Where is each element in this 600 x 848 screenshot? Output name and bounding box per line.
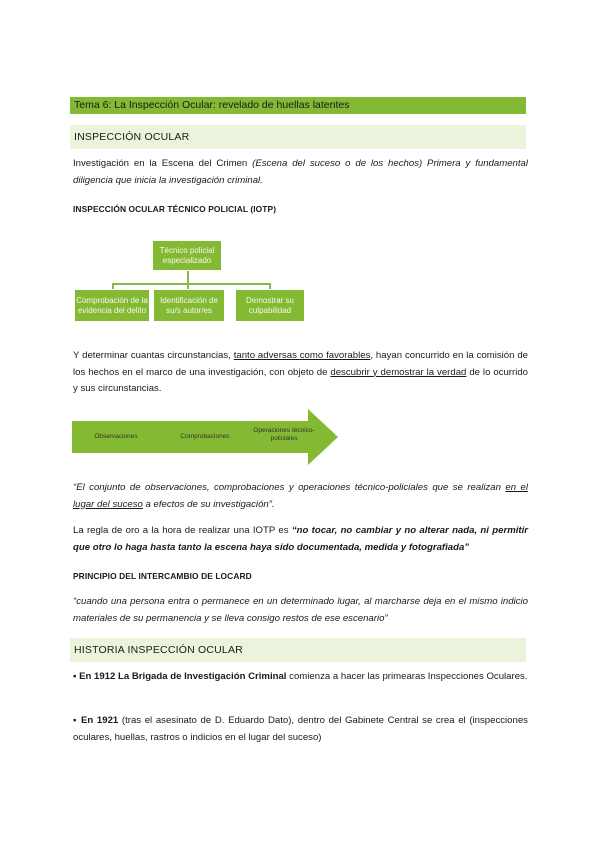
process-arrow bbox=[72, 409, 338, 465]
golden-rule-paragraph bbox=[73, 523, 528, 556]
history-item-1912-text: comienza a hacer las primearas Inspecciones Oculares. bbox=[286, 671, 528, 682]
para2-text-1: Y determinar cuantas circunstancias, bbox=[73, 350, 234, 361]
process-step-observaciones: Observaciones bbox=[94, 433, 138, 440]
org-node-demostrar: Demostrar su culpabilidad bbox=[235, 289, 305, 322]
intro-italic-text: (Escena del suceso o de los hechos) Primera y fundamental diligencia que inicia la investigación criminal. bbox=[73, 158, 528, 186]
history-item-1912 bbox=[73, 669, 528, 686]
section-heading-historia: HISTORIA INSPECCIÓN OCULAR bbox=[70, 638, 526, 662]
para2-text-2: , hayan concurrido en la comisión de los hechos en el marco de una investigación, con objeto de bbox=[73, 350, 528, 378]
section-heading-inspeccion-ocular: INSPECCIÓN OCULAR bbox=[70, 125, 526, 149]
definition-quote bbox=[73, 480, 528, 513]
history-item-1921-bold: En 1921 bbox=[81, 715, 119, 726]
org-node-comprobacion: Comprobación de la evidencia del delito bbox=[74, 289, 150, 322]
quote1-text-2: a efectos de su investigación”. bbox=[142, 498, 275, 510]
history-item-1921-text: (tras el asesinato de D. Eduardo Dato), dentro del Gabinete Central se crea el (inspecciones oculares, huellas, rastros o indicios en el lugar del suceso) bbox=[73, 715, 528, 743]
history-item-1912-bold: En 1912 La Brigada de Investigación Criminal bbox=[79, 671, 287, 682]
org-node-tecnico: Técnico policial especializado bbox=[152, 240, 222, 271]
quote1-text-1: “El conjunto de observaciones, comprobaciones y operaciones técnico-policiales que se realizan bbox=[73, 482, 506, 493]
para2-text-3: de lo ocurrido y sus circunstancias. bbox=[73, 366, 529, 394]
process-step-operaciones: Operaciones técnico-policiales bbox=[253, 427, 315, 442]
bullet-icon: ▪ bbox=[73, 715, 78, 726]
org-node-identificacion: Identificación de su/s autor/es bbox=[153, 289, 225, 322]
document-title: Tema 6: La Inspección Ocular: revelado de huellas latentes bbox=[70, 97, 526, 114]
bullet-icon: ▪ bbox=[73, 671, 77, 682]
org-connector-horizontal bbox=[112, 283, 271, 285]
golden-rule-text: La regla de oro a la hora de realizar una IOTP es bbox=[73, 525, 292, 536]
iotp-subheading: INSPECCIÓN OCULAR TÉCNICO POLICIAL (IOTP) bbox=[73, 204, 277, 214]
para2-underline-1: tanto adversas como favorables bbox=[233, 350, 371, 361]
process-step-comprobaciones: Comprobaciones bbox=[180, 433, 230, 440]
golden-rule-quote: “no tocar, no cambiar y no alterar nada, ni permitir que otro lo haga hasta tanto la escena haya sido documentada, medida y fotografiada” bbox=[73, 525, 528, 553]
intro-plain-text: Investigación en la Escena del Crimen bbox=[73, 158, 253, 169]
determinar-paragraph bbox=[73, 348, 528, 398]
locard-quote: “cuando una persona entra o permanece en un determinado lugar, al marcharse deja en el mismo indicio materiales de su permanencia y se lleva consigo restos de ese escenario” bbox=[73, 596, 528, 624]
quote1-underline: en el lugar del suceso bbox=[73, 482, 528, 510]
org-connector-vertical bbox=[187, 270, 189, 284]
history-item-1921 bbox=[73, 713, 528, 746]
para2-underline-2: descubrir y demostrar la verdad bbox=[330, 366, 467, 378]
intro-paragraph bbox=[73, 156, 528, 189]
locard-heading: PRINCIPIO DEL INTERCAMBIO DE LOCARD bbox=[73, 571, 252, 581]
